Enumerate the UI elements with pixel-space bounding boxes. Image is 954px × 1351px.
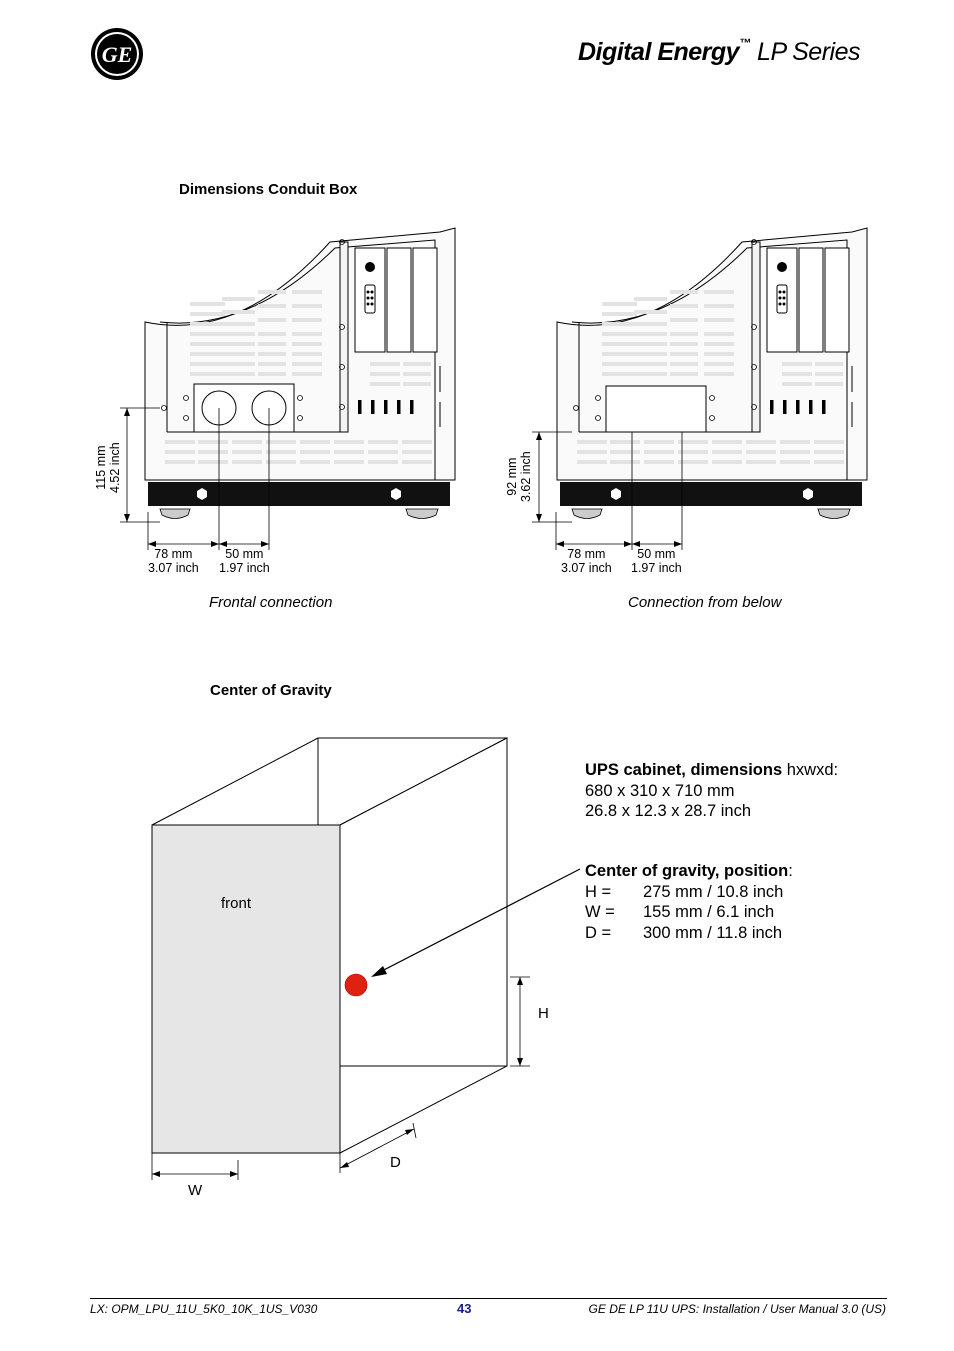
cog-row-h: H = 275 mm / 10.8 inch bbox=[585, 882, 784, 901]
cog-dot bbox=[345, 974, 367, 996]
ge-logo bbox=[90, 27, 144, 81]
cog-position: Center of gravity, position: H = 275 mm / 10.8 inch W = 155 mm / 6.1 inch D = 300 mm / 11.8 inch bbox=[585, 862, 793, 942]
label-h: H bbox=[538, 1005, 549, 1022]
dim-height-left: 115 mm 4.52 inch bbox=[94, 442, 122, 493]
cog-row-d: D = 300 mm / 11.8 inch bbox=[585, 923, 783, 942]
section-title-conduit: Dimensions Conduit Box bbox=[179, 181, 358, 198]
label-front: front bbox=[221, 895, 252, 912]
dim-width-left: 50 mm 1.97 inch bbox=[219, 547, 270, 575]
section-title-gravity: Center of Gravity bbox=[210, 682, 332, 699]
footer-divider bbox=[90, 1298, 887, 1299]
dim-width-right: 50 mm 1.97 inch bbox=[631, 547, 682, 575]
label-d: D bbox=[390, 1154, 401, 1171]
ups-drawing-frontal bbox=[100, 222, 470, 522]
cog-row-w: W = 155 mm / 6.1 inch bbox=[585, 903, 775, 921]
dim-offset-left: 78 mm 3.07 inch bbox=[148, 547, 199, 575]
ups-drawing-below bbox=[512, 222, 882, 522]
dim-offset-right: 78 mm 3.07 inch bbox=[561, 547, 612, 575]
cabinet-dimensions: UPS cabinet, dimensions hxwxd: 680 x 310 x 710 mm 26.8 x 12.3 x 28.7 inch bbox=[585, 761, 839, 820]
brand-title: Digital Energy™ LP Series bbox=[578, 36, 860, 66]
cog-box-diagram bbox=[140, 728, 540, 1198]
caption-frontal: Frontal connection bbox=[209, 594, 333, 611]
dim-height-right: 92 mm 3.62 inch bbox=[505, 451, 533, 502]
label-w: W bbox=[188, 1182, 203, 1199]
footer-manual-title: GE DE LP 11U UPS: Installation / User Manual 3.0 (US) bbox=[588, 1302, 886, 1316]
footer-doc-id: LX: OPM_LPU_11U_5K0_10K_1US_V030 bbox=[90, 1302, 318, 1316]
page-number: 43 bbox=[457, 1301, 472, 1316]
caption-below: Connection from below bbox=[628, 594, 782, 611]
svg-text:GE: GE bbox=[101, 42, 133, 67]
